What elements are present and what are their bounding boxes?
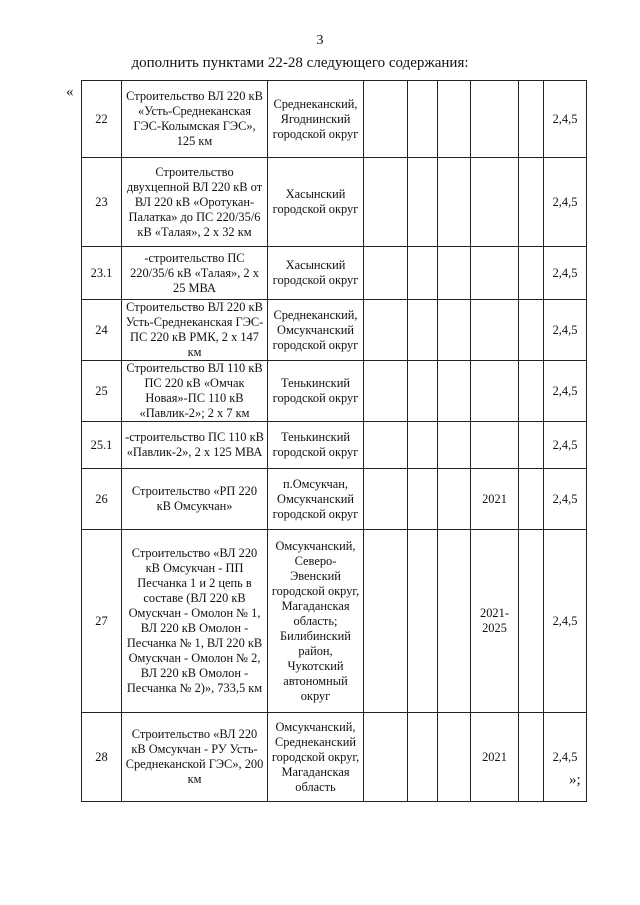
cell-col6 (438, 247, 471, 300)
year-cell (471, 422, 519, 469)
code-cell: 2,4,5 (544, 81, 587, 158)
row-number: 27 (82, 530, 122, 713)
table-row (82, 81, 587, 158)
object-name: Строительство «ВЛ 220 кВ Омсукчан - РУ Усть-Среднеканской ГЭС», 200 км (122, 713, 268, 802)
row-number: 24 (82, 300, 122, 361)
cell-col8 (519, 81, 544, 158)
table-row (82, 530, 587, 713)
object-name: Строительство двухцепной ВЛ 220 кВ от ВЛ 220 кВ «Оротукан-Палатка» до ПС 220/35/6 кВ «Талая», 2 х 32 км (122, 158, 268, 247)
location: Омсукчанский, Среднеканский городской округ, Магаданская область (268, 713, 364, 802)
cell-col8 (519, 300, 544, 361)
year-cell (471, 361, 519, 422)
object-name: Строительство «ВЛ 220 кВ Омсукчан - ПП Песчанка 1 и 2 цепь в составе (ВЛ 220 кВ Омускчан - Омолон № 1, ВЛ 220 кВ Омолон - Песчанка № 1, ВЛ 220 кВ Омускчан - Омолон № 2, ВЛ 220 кВ Омолон - Песчанка № 2)», 733,5 км (122, 530, 268, 713)
object-name: -строительство ПС 110 кВ «Павлик-2», 2 х 125 МВА (122, 422, 268, 469)
cell-col4 (364, 713, 408, 802)
cell-col6 (438, 713, 471, 802)
cell-col6 (438, 422, 471, 469)
code-cell: 2,4,5 (544, 422, 587, 469)
page-number: 3 (316, 33, 324, 48)
cell-col4 (364, 81, 408, 158)
location: Среднеканский, Ягоднинский городской округ (268, 81, 364, 158)
table-row (82, 300, 587, 361)
row-number: 25 (82, 361, 122, 422)
code-cell: 2,4,5 (544, 158, 587, 247)
cell-col5 (408, 81, 438, 158)
location: Среднеканский, Омсукчанский городской округ (268, 300, 364, 361)
year-cell: 2021 (471, 713, 519, 802)
year-cell (471, 247, 519, 300)
cell-col8 (519, 469, 544, 530)
cell-col8 (519, 422, 544, 469)
cell-col4 (364, 361, 408, 422)
cell-col4 (364, 158, 408, 247)
table-row (82, 247, 587, 300)
close-quote: »; (569, 772, 581, 788)
location: Тенькинский городской округ (268, 361, 364, 422)
cell-col6 (438, 158, 471, 247)
cell-col8 (519, 530, 544, 713)
row-number: 28 (82, 713, 122, 802)
open-quote: « (66, 84, 74, 100)
cell-col5 (408, 469, 438, 530)
object-name: Строительство ВЛ 220 кВ «Усть-Среднеканская ГЭС-Колымская ГЭС», 125 км (122, 81, 268, 158)
year-cell (471, 158, 519, 247)
intro-text: дополнить пунктами 22-28 следующего содержания: (131, 55, 469, 71)
location: Тенькинский городской округ (268, 422, 364, 469)
location: Омсукчанский, Северо-Эвенский городской округ, Магаданская область; Билибинский район, Чукотский автономный округ (268, 530, 364, 713)
construction-table (81, 80, 587, 802)
location: Хасынский городской округ (268, 158, 364, 247)
cell-col5 (408, 158, 438, 247)
cell-col5 (408, 713, 438, 802)
cell-col5 (408, 530, 438, 713)
cell-col4 (364, 530, 408, 713)
code-cell: 2,4,5 (544, 247, 587, 300)
code-cell: 2,4,5 (544, 300, 587, 361)
cell-col8 (519, 713, 544, 802)
table-row (82, 361, 587, 422)
code-cell: 2,4,5 (544, 713, 587, 802)
code-cell: 2,4,5 (544, 361, 587, 422)
code-cell: 2,4,5 (544, 469, 587, 530)
cell-col8 (519, 247, 544, 300)
row-number: 26 (82, 469, 122, 530)
cell-col4 (364, 247, 408, 300)
cell-col6 (438, 81, 471, 158)
cell-col6 (438, 469, 471, 530)
table-row (82, 422, 587, 469)
object-name: -строительство ПС 220/35/6 кВ «Талая», 2 х 25 МВА (122, 247, 268, 300)
cell-col6 (438, 530, 471, 713)
cell-col5 (408, 422, 438, 469)
cell-col5 (408, 247, 438, 300)
cell-col4 (364, 422, 408, 469)
cell-col4 (364, 469, 408, 530)
cell-col5 (408, 300, 438, 361)
year-cell (471, 81, 519, 158)
cell-col4 (364, 300, 408, 361)
row-number: 22 (82, 81, 122, 158)
object-name: Строительство «РП 220 кВ Омсукчан» (122, 469, 268, 530)
table-row (82, 713, 587, 802)
row-number: 25.1 (82, 422, 122, 469)
table-row (82, 158, 587, 247)
year-cell (471, 300, 519, 361)
object-name: Строительство ВЛ 110 кВ ПС 220 кВ «Омчак Новая»-ПС 110 кВ «Павлик-2»; 2 х 7 км (122, 361, 268, 422)
row-number: 23.1 (82, 247, 122, 300)
cell-col8 (519, 158, 544, 247)
cell-col5 (408, 361, 438, 422)
location: п.Омсукчан, Омсукчанский городской округ (268, 469, 364, 530)
object-name: Строительство ВЛ 220 кВ Усть-Среднеканская ГЭС-ПС 220 кВ РМК, 2 х 147 км (122, 300, 268, 361)
row-number: 23 (82, 158, 122, 247)
code-cell: 2,4,5 (544, 530, 587, 713)
cell-col8 (519, 361, 544, 422)
year-cell: 2021 (471, 469, 519, 530)
table-row (82, 469, 587, 530)
year-cell: 2021-2025 (471, 530, 519, 713)
cell-col6 (438, 300, 471, 361)
location: Хасынский городской округ (268, 247, 364, 300)
cell-col6 (438, 361, 471, 422)
